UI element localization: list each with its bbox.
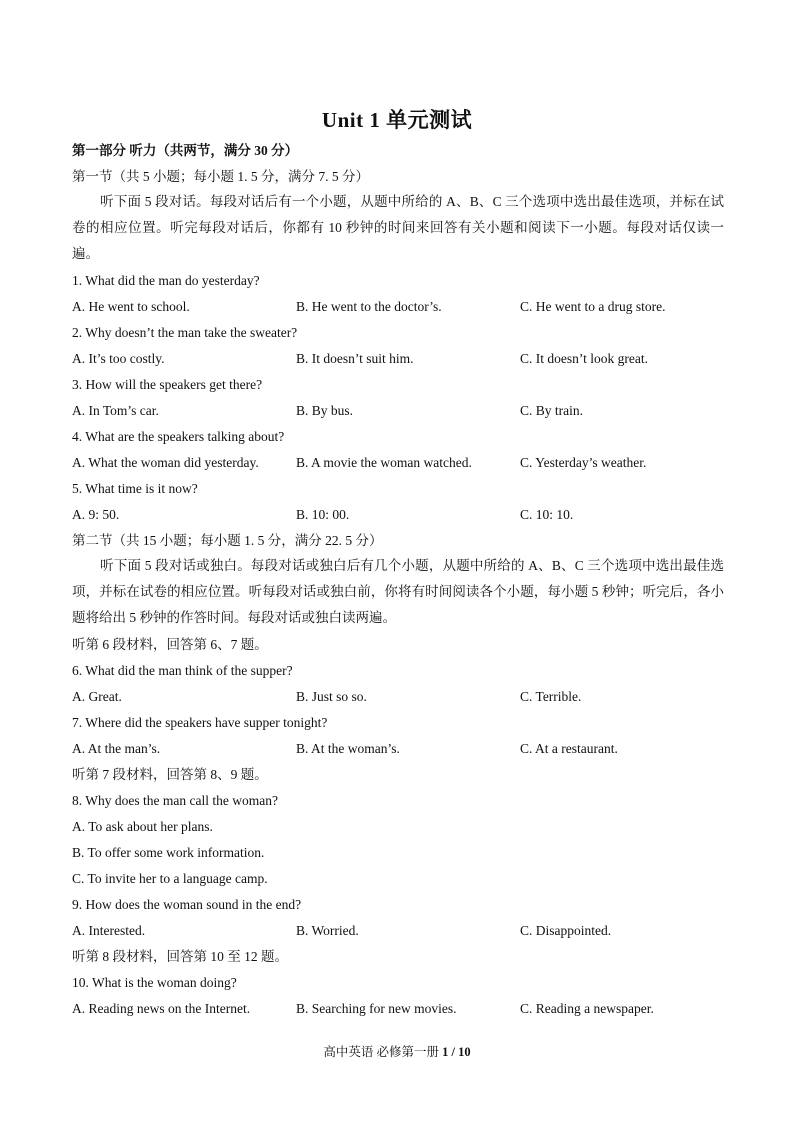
question: 7. Where did the speakers have supper tonight? [72, 715, 328, 730]
option-b: B. Searching for new movies. [296, 1001, 457, 1016]
material-note: 听第 6 段材料，回答第 6、7 题。 [72, 637, 268, 652]
instructions-text: 听下面 5 段对话或独白。每段对话或独白后有几个小题，从题中所给的 A、B、C 三个选项中选出最佳选项，并标在试卷的相应位置。听每段对话或独白前，你将有时间阅读各个小题，每小题 5 秒钟；听完后，各小题将给出 5 秒钟的作答时间。每段对话或独白读两遍。 [72, 558, 724, 625]
question: 6. What did the man think of the supper? [72, 663, 293, 678]
instructions-text: 听下面 5 段对话。每段对话后有一个小题，从题中所给的 A、B、C 三个选项中选出最佳选项，并标在试卷的相应位置。听完每段对话后，你都有 10 秒钟的时间来回答有关小题和阅读下一小题。每段对话仅读一遍。 [72, 194, 724, 261]
option-a: A. Reading news on the Internet. [72, 1001, 251, 1016]
section-heading: 第一节（共 5 小题；每小题 1. 5 分，满分 7. 5 分） [72, 169, 369, 184]
question: 3. How will the speakers get there? [72, 377, 263, 392]
option-b: B. A movie the woman watched. [296, 455, 472, 470]
footer-text: 高中英语 必修第一册 [323, 1045, 443, 1059]
option-a: A. 9: 50. [72, 507, 120, 522]
option-b: B. Just so so. [296, 689, 367, 704]
page-number: 1 / 10 [442, 1045, 471, 1059]
option-b: B. It doesn’t suit him. [296, 351, 414, 366]
option-a: A. Interested. [72, 923, 146, 938]
option-c: C. 10: 10. [520, 507, 574, 522]
option-a: A. Great. [72, 689, 122, 704]
question: 9. How does the woman sound in the end? [72, 897, 302, 912]
page-footer [0, 1042, 794, 1060]
section-heading: 第二节（共 15 小题；每小题 1. 5 分，满分 22. 5 分） [72, 533, 383, 548]
option-c: C. He went to a drug store. [520, 299, 666, 314]
question: 1. What did the man do yesterday? [72, 273, 260, 288]
option-c: C. Reading a newspaper. [520, 1001, 654, 1016]
material-note: 听第 8 段材料，回答第 10 至 12 题。 [72, 949, 288, 964]
option-a: A. In Tom’s car. [72, 403, 159, 418]
option-b: B. By bus. [296, 403, 354, 418]
question: 2. Why doesn’t the man take the sweater? [72, 325, 298, 340]
option-c: C. It doesn’t look great. [520, 351, 648, 366]
option-b: B. At the woman’s. [296, 741, 400, 756]
section-instructions [72, 189, 724, 267]
material-note: 听第 7 段材料，回答第 8、9 题。 [72, 767, 268, 782]
question: 10. What is the woman doing? [72, 975, 237, 990]
part-heading: 第一部分 听力（共两节，满分 30 分） [72, 143, 299, 158]
option-c: C. Yesterday’s weather. [520, 455, 647, 470]
option-a: A. To ask about her plans. [72, 819, 213, 834]
option-a: A. At the man’s. [72, 741, 161, 756]
option-a: A. He went to school. [72, 299, 190, 314]
option-b: B. Worried. [296, 923, 359, 938]
option-c: C. At a restaurant. [520, 741, 618, 756]
option-b: B. To offer some work information. [72, 845, 265, 860]
option-c: C. Terrible. [520, 689, 582, 704]
option-b: B. He went to the doctor’s. [296, 299, 442, 314]
option-a: A. It’s too costly. [72, 351, 165, 366]
question: 4. What are the speakers talking about? [72, 429, 285, 444]
question: 8. Why does the man call the woman? [72, 793, 278, 808]
section-instructions [72, 553, 724, 631]
option-c: C. By train. [520, 403, 583, 418]
page-title: Unit 1 单元测试 [321, 108, 473, 132]
question: 5. What time is it now? [72, 481, 198, 496]
option-a: A. What the woman did yesterday. [72, 455, 259, 470]
option-c: C. To invite her to a language camp. [72, 871, 268, 886]
option-c: C. Disappointed. [520, 923, 612, 938]
option-b: B. 10: 00. [296, 507, 350, 522]
